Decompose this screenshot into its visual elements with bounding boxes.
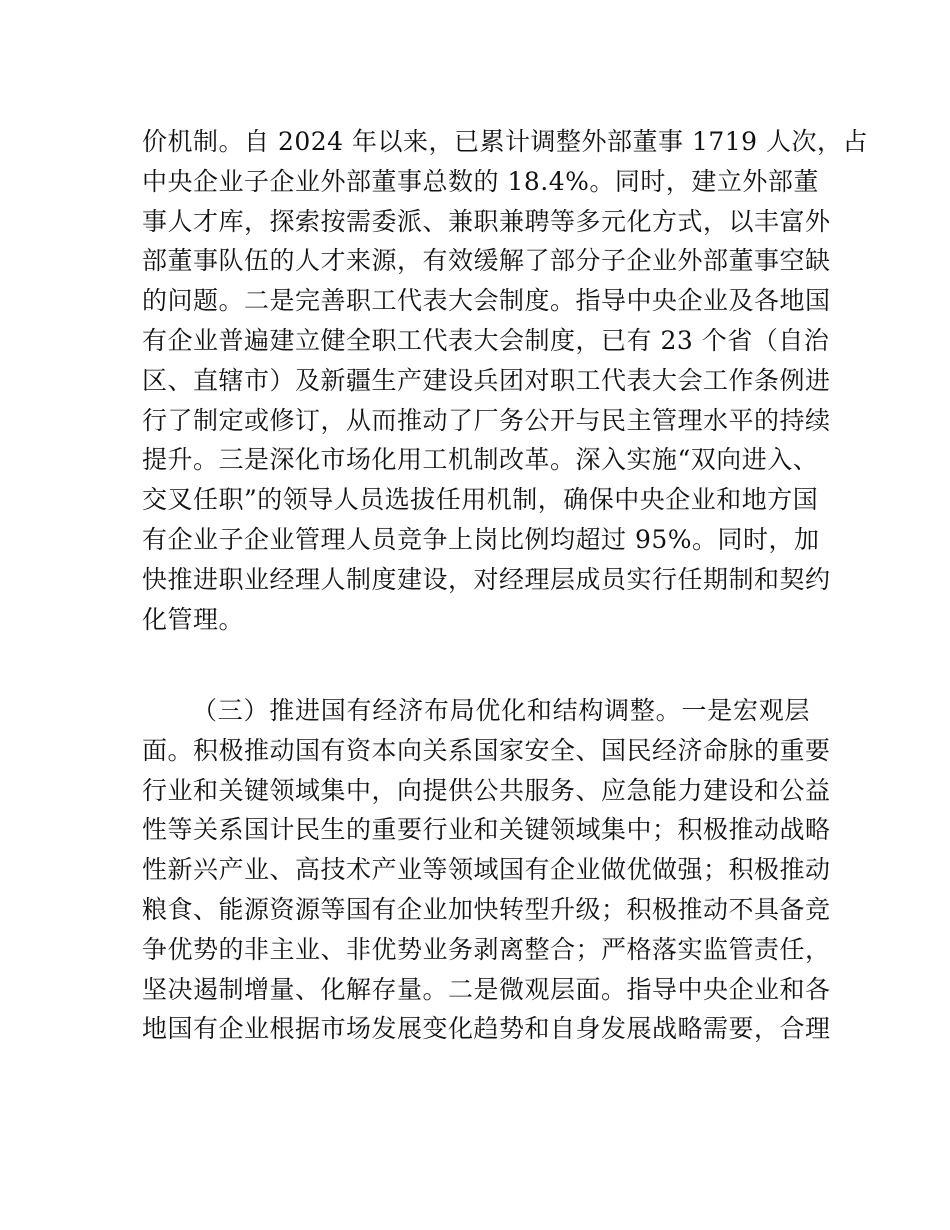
- text-line: 事人才库，探索按需委派、兼职兼聘等多元化方式，以丰富外: [142, 206, 831, 236]
- paragraph-layout-optimization: [142, 691, 831, 1049]
- text-line: 的问题。二是完善职工代表大会制度。指导中央企业及各地国: [142, 286, 831, 316]
- text-line: 性新兴产业、高技术产业等领域国有企业做优做强；积极推动: [142, 855, 831, 885]
- section-heading-line: （三）推进国有经济布局优化和结构调整。一是宏观层: [192, 696, 810, 725]
- text-line: 交叉任职”的领导人员选拔任用机制，确保中央企业和地方国: [142, 485, 819, 515]
- text-line: 性等关系国计民生的重要行业和关键领域集中；积极推动战略: [142, 815, 831, 845]
- text-line: 中央企业子企业外部董事总数的 18.4%。同时，建立外部董: [142, 166, 819, 196]
- text-line: 坚决遏制增量、化解存量。二是微观层面。指导中央企业和各: [142, 974, 831, 1004]
- text-line: 提升。三是深化市场化用工机制改革。深入实施“双向进入、: [142, 445, 819, 475]
- paragraph-governance-reform: [142, 122, 869, 639]
- text-line: 行了制定或修订，从而推动了厂务公开与民主管理水平的持续: [142, 405, 831, 435]
- text-line: 区、直辖市）及新疆生产建设兵团对职工代表大会工作条例进: [142, 365, 831, 395]
- text-line: 面。积极推动国有资本向关系国家安全、国民经济命脉的重要: [142, 735, 831, 765]
- text-line: 快推进职业经理人制度建设，对经理层成员实行任期制和契约: [142, 564, 831, 594]
- text-line: 有企业普遍建立健全职工代表大会制度，已有 23 个省（自治: [142, 325, 830, 355]
- text-line: 价机制。自 2024 年以来，已累计调整外部董事 1719 人次，占: [142, 127, 869, 156]
- text-line: 行业和关键领域集中，向提供公共服务、应急能力建设和公益: [142, 775, 831, 805]
- text-line: 化管理。: [142, 604, 245, 634]
- text-line: 地国有企业根据市场发展变化趋势和自身发展战略需要，合理: [142, 1014, 831, 1044]
- text-line: 争优势的非主业、非优势业务剥离整合；严格落实监管责任，: [142, 934, 831, 964]
- text-line: 粮食、能源资源等国有企业加快转型升级；积极推动不具备竞: [142, 894, 831, 924]
- text-line: 有企业子企业管理人员竞争上岗比例均超过 95%。同时，加: [142, 524, 820, 554]
- text-line: 部董事队伍的人才来源，有效缓解了部分子企业外部董事空缺: [142, 246, 831, 276]
